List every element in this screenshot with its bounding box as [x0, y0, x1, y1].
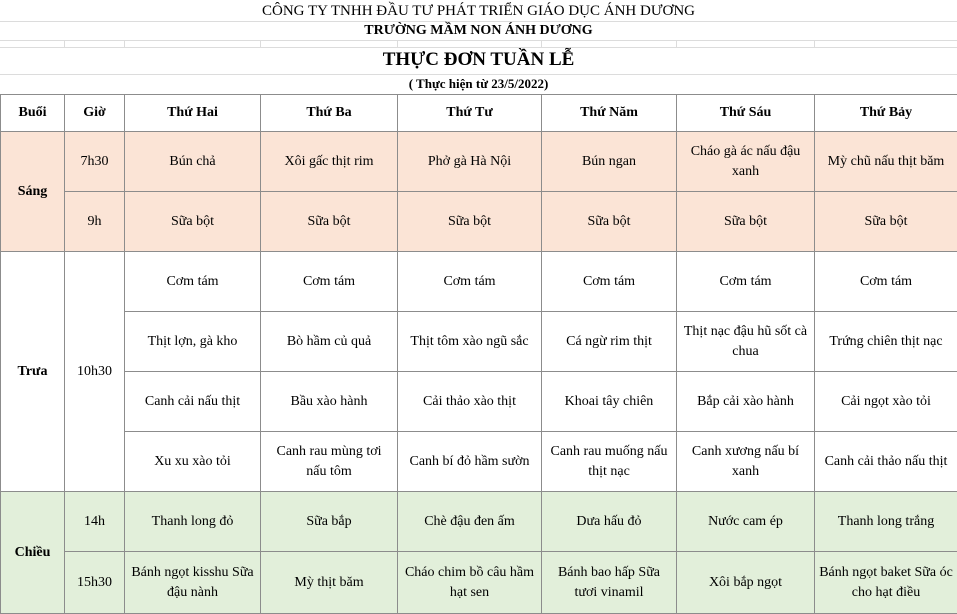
table-row: [1, 132, 957, 192]
time-cell: 9h: [65, 192, 125, 252]
grid-line: [541, 40, 542, 47]
table-row: [1, 492, 957, 552]
menu-cell: Xôi gấc thịt rim: [261, 132, 398, 192]
menu-cell: Xôi bắp ngọt: [677, 552, 815, 614]
time-cell: 10h30: [65, 252, 125, 492]
menu-cell: Canh cải thảo nấu thịt: [815, 432, 957, 492]
menu-cell: Canh rau mùng tơi nấu tôm: [261, 432, 398, 492]
table-row: [1, 552, 957, 614]
menu-cell: Mỳ chũ nấu thịt băm: [815, 132, 957, 192]
column-header-wednesday: Thứ Tư: [398, 95, 542, 132]
menu-cell: Cơm tám: [542, 252, 677, 312]
column-header-session: Buổi: [1, 95, 65, 132]
menu-cell: Nước cam ép: [677, 492, 815, 552]
menu-cell: Sữa bột: [677, 192, 815, 252]
menu-cell: Trứng chiên thịt nạc: [815, 312, 957, 372]
table-row: [1, 192, 957, 252]
school-name: TRƯỜNG MẦM NON ÁNH DƯƠNG: [0, 21, 957, 40]
column-header-time: Giờ: [65, 95, 125, 132]
menu-cell: Bò hầm củ quả: [261, 312, 398, 372]
menu-cell: Bánh ngọt kisshu Sữa đậu nành: [125, 552, 261, 614]
session-morning: Sáng: [1, 132, 65, 252]
table-row: [1, 252, 957, 312]
column-header-friday: Thứ Sáu: [677, 95, 815, 132]
menu-cell: Sữa bột: [398, 192, 542, 252]
menu-cell: Thịt tôm xào ngũ sắc: [398, 312, 542, 372]
table-row: [1, 372, 957, 432]
menu-cell: Sữa bột: [542, 192, 677, 252]
page-title: THỰC ĐƠN TUẦN LỄ: [0, 47, 957, 73]
menu-cell: Cơm tám: [815, 252, 957, 312]
grid-line: [124, 40, 125, 47]
column-header-tuesday: Thứ Ba: [261, 95, 398, 132]
column-header-thursday: Thứ Năm: [542, 95, 677, 132]
menu-cell: Bánh bao hấp Sữa tươi vinamil: [542, 552, 677, 614]
menu-cell: Canh cải nấu thịt: [125, 372, 261, 432]
menu-cell: Bún chả: [125, 132, 261, 192]
column-header-monday: Thứ Hai: [125, 95, 261, 132]
menu-cell: Canh bí đỏ hầm sườn: [398, 432, 542, 492]
company-name: CÔNG TY TNHH ĐẦU TƯ PHÁT TRIỂN GIÁO DỤC ÁNH DƯƠNG: [0, 1, 957, 21]
menu-cell: Cơm tám: [398, 252, 542, 312]
table-row: [1, 312, 957, 372]
menu-cell: Bầu xào hành: [261, 372, 398, 432]
menu-cell: Cơm tám: [125, 252, 261, 312]
menu-cell: Thanh long đỏ: [125, 492, 261, 552]
menu-cell: Canh xương nấu bí xanh: [677, 432, 815, 492]
session-noon: Trưa: [1, 252, 65, 492]
menu-cell: Bắp cải xào hành: [677, 372, 815, 432]
grid-line: [397, 40, 398, 47]
menu-cell: Cải ngọt xào tỏi: [815, 372, 957, 432]
menu-cell: Canh rau muống nấu thịt nạc: [542, 432, 677, 492]
time-cell: 14h: [65, 492, 125, 552]
menu-cell: Cá ngừ rim thịt: [542, 312, 677, 372]
column-header-saturday: Thứ Bảy: [815, 95, 957, 132]
menu-cell: Phở gà Hà Nội: [398, 132, 542, 192]
menu-cell: Mỳ thịt băm: [261, 552, 398, 614]
page-subtitle: ( Thực hiện từ 23/5/2022): [0, 74, 957, 93]
menu-cell: Dưa hấu đỏ: [542, 492, 677, 552]
session-afternoon: Chiều: [1, 492, 65, 614]
menu-cell: Thanh long trắng: [815, 492, 957, 552]
menu-cell: Sữa bột: [815, 192, 957, 252]
menu-cell: Cải thảo xào thịt: [398, 372, 542, 432]
header-row: [1, 95, 957, 132]
menu-cell: Bún ngan: [542, 132, 677, 192]
menu-cell: Cơm tám: [677, 252, 815, 312]
time-cell: 7h30: [65, 132, 125, 192]
menu-cell: Chè đậu đen ấm: [398, 492, 542, 552]
menu-cell: Thịt lợn, gà kho: [125, 312, 261, 372]
menu-cell: Khoai tây chiên: [542, 372, 677, 432]
menu-cell: Bánh ngọt baket Sữa óc cho hạt điều: [815, 552, 957, 614]
table-row: [1, 432, 957, 492]
menu-cell: Sữa bắp: [261, 492, 398, 552]
menu-cell: Xu xu xào tỏi: [125, 432, 261, 492]
menu-cell: Thịt nạc đậu hũ sốt cà chua: [677, 312, 815, 372]
time-cell: 15h30: [65, 552, 125, 614]
grid-line: [64, 40, 65, 47]
menu-cell: Sữa bột: [125, 192, 261, 252]
grid-line: [676, 40, 677, 47]
menu-cell: Cơm tám: [261, 252, 398, 312]
weekly-menu-table: [0, 94, 957, 614]
menu-cell: Cháo chim bồ câu hầm hạt sen: [398, 552, 542, 614]
menu-cell: Sữa bột: [261, 192, 398, 252]
menu-cell: Cháo gà ác nấu đậu xanh: [677, 132, 815, 192]
grid-line: [814, 40, 815, 47]
grid-line: [260, 40, 261, 47]
